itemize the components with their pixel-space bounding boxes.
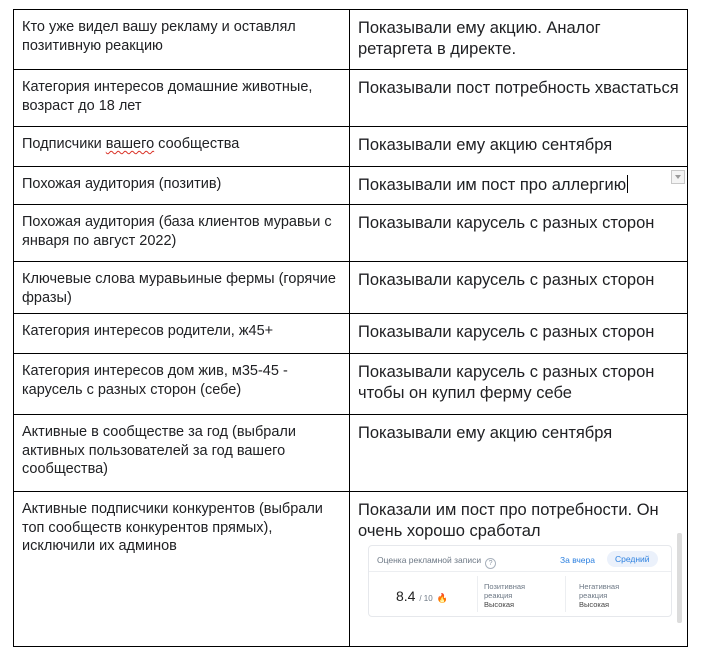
table-cell[interactable] [14, 314, 350, 354]
action-text: Показывали карусель с разных сторон [358, 323, 655, 341]
rating-badge: Средний [607, 551, 658, 567]
table-cell[interactable] [14, 262, 350, 314]
table-cell[interactable] [350, 167, 688, 205]
audience-text: Ключевые слова муравьиные фермы (горячие фразы) [22, 271, 336, 306]
table-cell[interactable] [14, 354, 350, 415]
table-cell[interactable] [14, 167, 350, 205]
divider [369, 571, 671, 572]
flame-icon: 🔥 [436, 593, 448, 603]
action-text: Показывали карусель с разных сторон чтобы он купил ферму себе [358, 363, 655, 402]
action-text-value: Показывали им пост про аллергию [358, 176, 627, 194]
table-row [14, 70, 688, 127]
negative-reaction-metric [579, 582, 619, 609]
table-row [14, 127, 688, 167]
action-text: Показывали ему акцию сентября [358, 424, 613, 442]
action-text: Показывали ему акцию сентября [358, 136, 613, 154]
action-text: Показывали карусель с разных сторон [358, 271, 655, 289]
audience-text-part: Подписчики [22, 136, 106, 152]
divider [565, 576, 566, 612]
table-cell[interactable] [350, 70, 688, 127]
audience-text: Активные подписчики конкурентов (выбрали топ сообществ конкурентов прямых), исключили их админов [22, 501, 323, 554]
audience-text: Похожая аудитория (позитив) [22, 176, 222, 192]
metric-label: Позитивная [484, 582, 526, 591]
ad-rating-card[interactable] [368, 545, 672, 617]
audience-text [14, 127, 349, 154]
table-row [14, 314, 688, 354]
audience-text: Категория интересов родители, ж45+ [22, 323, 274, 339]
table-cell[interactable] [14, 70, 350, 127]
action-text [350, 167, 687, 196]
table-row [14, 354, 688, 415]
metric-label: Негативная [579, 582, 620, 591]
action-text: Показывали карусель с разных сторон [358, 214, 655, 232]
table-cell[interactable] [14, 205, 350, 262]
audience-text: Похожая аудитория (база клиентов муравьи с января по август 2022) [22, 214, 332, 249]
table-cell[interactable] [350, 415, 688, 492]
metric-label: реакция [484, 591, 513, 600]
score-value [396, 588, 448, 604]
table-row [14, 205, 688, 262]
table-cell[interactable] [350, 205, 688, 262]
action-text: Показывали ему акцию. Аналог ретаргета в директе. [358, 19, 601, 58]
table-row [14, 10, 688, 70]
table-cell[interactable] [14, 10, 350, 70]
table-cell[interactable] [350, 262, 688, 314]
score-scale: / 10 [419, 594, 433, 603]
table-row [14, 415, 688, 492]
metric-label: реакция [579, 591, 608, 600]
embedded-image-scrollbar [677, 533, 682, 623]
audience-text: Категория интересов домашние животные, возраст до 18 лет [22, 79, 313, 114]
table-row [14, 262, 688, 314]
audience-text-part: сообщества [154, 136, 240, 152]
card-title-text: Оценка рекламной записи [377, 555, 482, 565]
positive-reaction-metric [484, 582, 525, 609]
table-cell[interactable] [14, 127, 350, 167]
table-cell[interactable] [14, 492, 350, 647]
text-cursor [627, 175, 628, 193]
table-cell[interactable] [350, 314, 688, 354]
audience-text: Категория интересов дом жив, м35-45 - карусель с разных сторон (себе) [22, 363, 288, 398]
cell-dropdown-icon[interactable] [671, 170, 685, 184]
divider [477, 576, 478, 612]
audience-text: Активные в сообществе за год (выбрали активных пользователей за год вашего сообщества) [22, 424, 296, 477]
table-cell[interactable] [350, 10, 688, 70]
help-icon: ? [485, 558, 496, 569]
metric-value: Высокая [484, 600, 515, 609]
spellcheck-word[interactable]: вашего [105, 136, 155, 152]
table-cell[interactable] [14, 415, 350, 492]
active-cell[interactable] [350, 167, 687, 196]
audience-text: Кто уже видел вашу рекламу и оставлял позитивную реакцию [22, 19, 296, 54]
card-title [377, 555, 496, 569]
action-text: Показали им пост про потребности. Он очень хорошо сработал [358, 501, 659, 540]
score-number: 8.4 [396, 588, 416, 604]
table-cell[interactable] [350, 127, 688, 167]
table-cell[interactable] [350, 354, 688, 415]
period-selector: За вчера [560, 555, 595, 565]
table-row [14, 167, 688, 205]
action-text: Показывали пост потребность хвастаться [358, 79, 679, 97]
metric-value: Высокая [579, 600, 610, 609]
